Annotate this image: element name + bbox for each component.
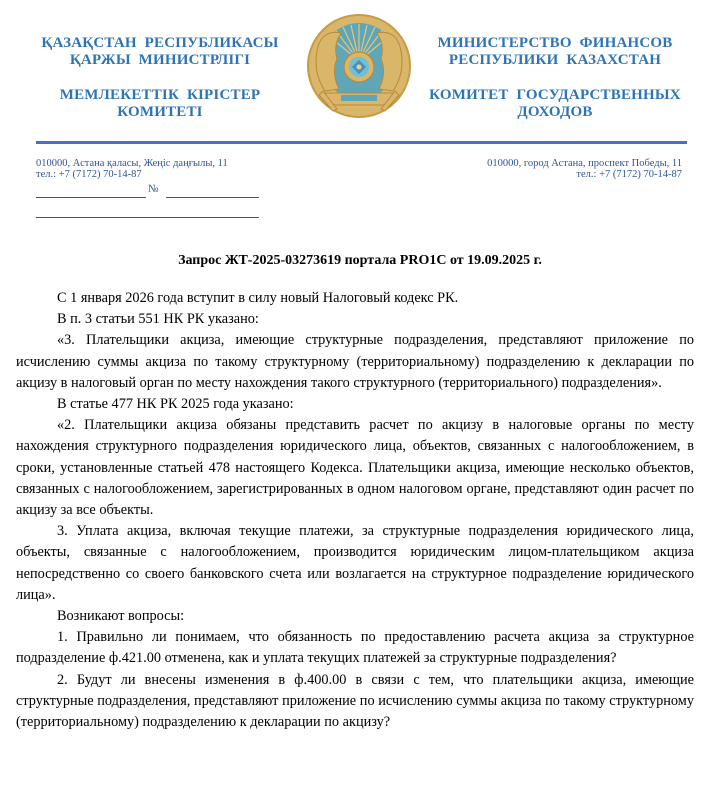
committee-name-kz-line2: КОМИТЕТІ	[117, 104, 203, 120]
ministry-name-kz-line2: ҚАРЖЫ МИНИСТРЛІГІ	[69, 52, 251, 68]
paragraph: Возникают вопросы:	[57, 608, 185, 625]
document-title: Запрос ЖТ-2025-03273619 портала PRO1C от 19.09.2025 г.	[178, 253, 542, 268]
question-item: 1. Правильно ли понимаем, что обязанность по предоставлению расчета акциза за структурное подразделение ф.421.00 отменена, как и уплата текущих платежей за структурные подразделения?	[16, 629, 694, 667]
outgoing-number-sign: №	[148, 183, 159, 195]
paragraph-quote: 3. Уплата акциза, включая текущие платежи, за структурные подразделения юридического лица, объекты, связанные с налогообложением, производится юридическим лицом-плательщиком акциза непосредственно со своего банковского счета или возлагается на структурное подразделение юридического лица».	[16, 523, 694, 603]
paragraph: С 1 января 2026 года вступит в силу новый Налоговый кодекс РК.	[57, 290, 459, 306]
committee-name-kz-line1: МЕМЛЕКЕТТІК КІРІСТЕР	[59, 87, 261, 103]
outgoing-number-blank	[166, 197, 259, 198]
reference-blank	[36, 217, 259, 218]
address-kz	[36, 158, 228, 180]
address-kz-street: 010000, Астана қаласы, Жеңіс даңғылы, 11	[36, 158, 228, 169]
paragraph-quote: «2. Плательщики акциза обязаны представить расчет по акцизу в налоговые органы по месту нахождения структурного подразделения юридического лица, объектов, связанных с налогообложением, в сроки, установленные статьей 478 настоящего Кодекса. Плательщики акциза, имеющие несколько объектов, связанных с налогообложением, зарегистрированных в одном налоговом органе, представляют один расчет по акцизу за все объекты.	[16, 417, 694, 519]
letterhead-right-russian	[420, 35, 690, 121]
document-body	[16, 288, 694, 733]
letterhead-divider	[36, 141, 687, 144]
paragraph: В п. 3 статьи 551 НК РК указано:	[57, 311, 259, 328]
paragraph-quote: «3. Плательщики акциза, имеющие структурные подразделения, представляют приложение по исчислению суммы акциза по такому структурному (территориальному) подразделению к декларации по акцизу в налоговый орган по месту нахождения такого структурного (территориального) подразделения».	[16, 332, 694, 391]
address-ru-phone: тел.: +7 (7172) 70-14-87	[576, 169, 682, 180]
committee-name-ru-line2: ДОХОДОВ	[517, 104, 593, 120]
ministry-name-kz-line1: ҚАЗАҚСТАН РЕСПУБЛИКАСЫ	[41, 35, 279, 51]
letterhead-left-kazakh	[30, 35, 290, 121]
question-item: 2. Будут ли внесены изменения в ф.400.00 в связи с тем, что плательщики акциза, имеющие структурные подразделения, представляют приложение по исчислению суммы акциза по такому структурному (территориальному) подразделению к декларации по акцизу?	[16, 671, 694, 731]
address-ru-street: 010000, город Астана, проспект Победы, 11	[487, 158, 682, 169]
ministry-name-ru-line2: РЕСПУБЛИКИ КАЗАХСТАН	[448, 52, 662, 68]
address-kz-phone: тел.: +7 (7172) 70-14-87	[36, 169, 142, 180]
ministry-name-ru-line1: МИНИСТЕРСТВО ФИНАНСОВ	[437, 35, 673, 51]
outgoing-date-blank	[36, 197, 146, 198]
state-emblem-icon	[303, 11, 415, 121]
paragraph: В статье 477 НК РК 2025 года указано:	[57, 396, 294, 413]
committee-name-ru-line1: КОМИТЕТ ГОСУДАРСТВЕННЫХ	[429, 87, 681, 103]
address-ru	[487, 158, 682, 180]
